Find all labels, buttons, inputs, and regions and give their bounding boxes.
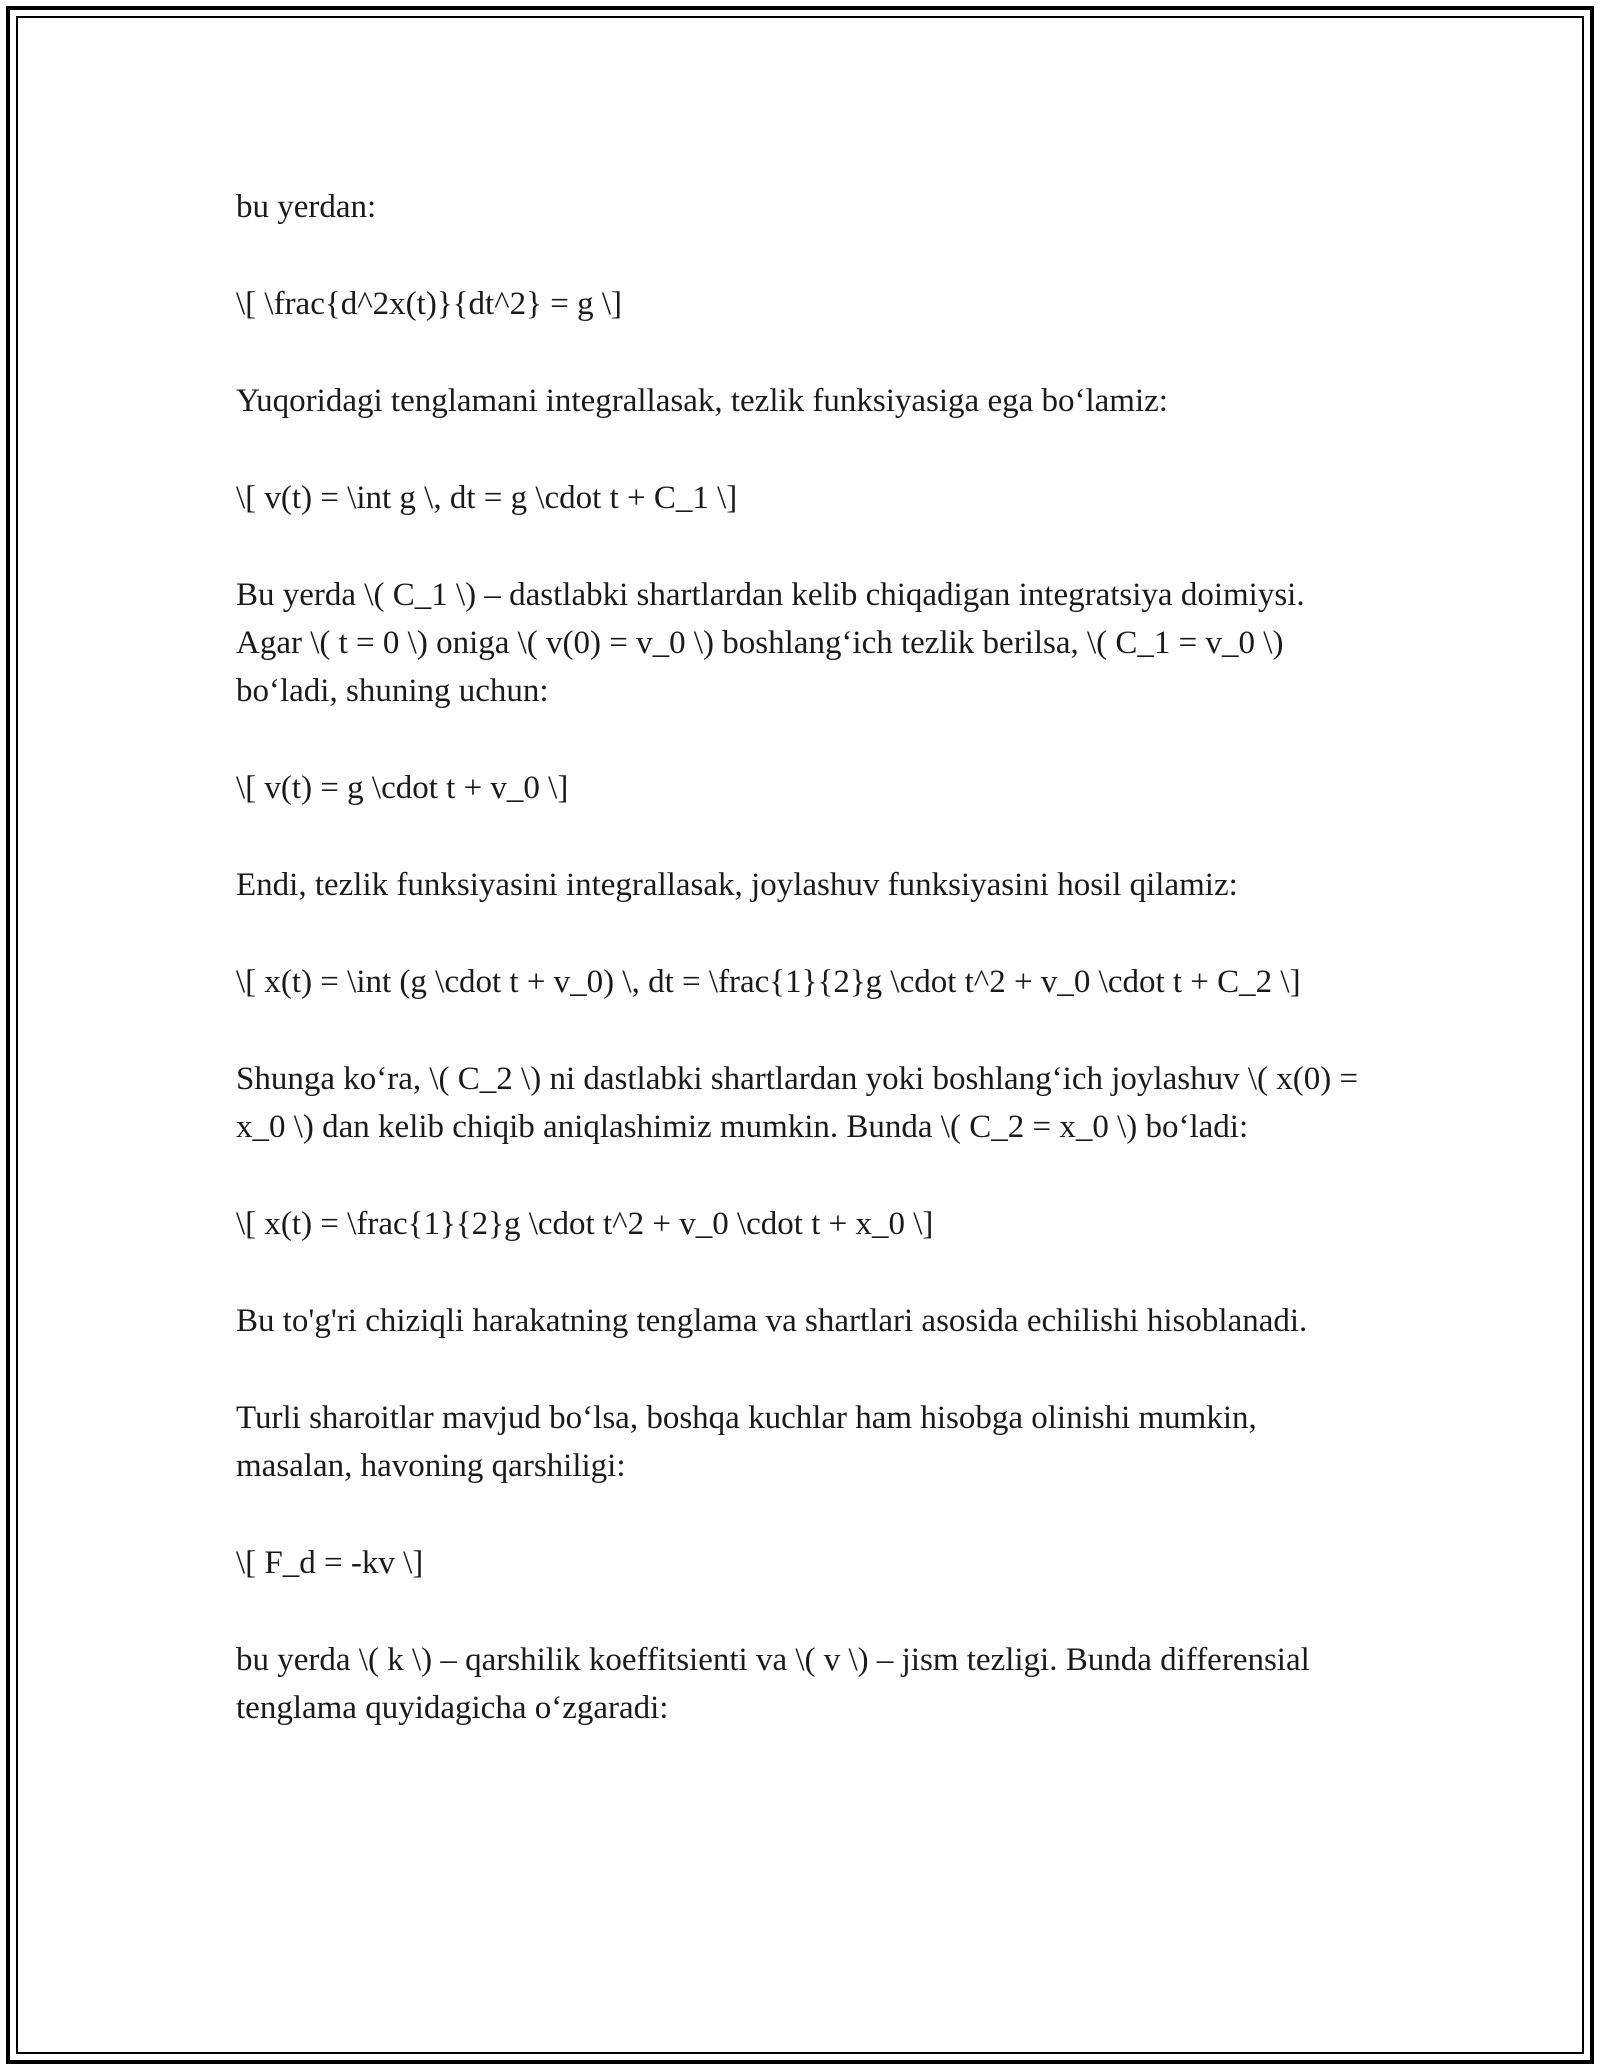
paragraph-constant-c1: Bu yerda \( C_1 \) – dastlabki shartlardan kelib chiqadigan integratsiya doimiysi. Agar \( t = 0 \) oniga \( v(0) = v_0 \) boshlang‘ich tezlik berilsa, \( C_1 = v_0 \) bo‘ladi, shuning uchun: <box>236 577 1305 709</box>
paragraph-air-resistance: Turli sharoitlar mavjud bo‘lsa, boshqa kuchlar ham hisobga olinishi mumkin, masalan, havoning qarshiligi: <box>236 1400 1257 1484</box>
equation-position: \[ x(t) = \frac{1}{2}g \cdot t^2 + v_0 \cdot t + x_0 \] <box>236 1206 934 1242</box>
equation-velocity-integral: \[ v(t) = \int g \, dt = g \cdot t + C_1 \] <box>236 480 738 516</box>
paragraph-integrate-position: Endi, tezlik funksiyasini integrallasak, joylashuv funksiyasini hosil qilamiz: <box>236 867 1238 903</box>
paragraph-constant-c2: Shunga ko‘ra, \( C_2 \) ni dastlabki shartlardan yoki boshlang‘ich joylashuv \( x(0) = x_0 \) dan kelib chiqib aniqlashimiz mumkin. Bunda \( C_2 = x_0 \) bo‘ladi: <box>236 1061 1359 1145</box>
document-body <box>236 183 1366 1781</box>
equation-velocity: \[ v(t) = g \cdot t + v_0 \] <box>236 770 569 806</box>
equation-drag-force: \[ F_d = -kv \] <box>236 1545 424 1581</box>
paragraph-solution-summary: Bu to'g'ri chiziqli harakatning tenglama va shartlari asosida echilishi hisoblanadi. <box>236 1303 1308 1339</box>
equation-position-integral: \[ x(t) = \int (g \cdot t + v_0) \, dt = \frac{1}{2}g \cdot t^2 + v_0 \cdot t + C_2 \] <box>236 964 1301 1000</box>
paragraph-drag-explanation: bu yerda \( k \) – qarshilik koeffitsienti va \( v \) – jism tezligi. Bunda differensial tenglama quyidagicha o‘zgaradi: <box>236 1642 1310 1726</box>
paragraph-integrate-velocity: Yuqoridagi tenglamani integrallasak, tezlik funksiyasiga ega bo‘lamiz: <box>236 383 1168 419</box>
equation-second-derivative: \[ \frac{d^2x(t)}{dt^2} = g \] <box>236 286 623 322</box>
paragraph-intro: bu yerdan: <box>236 189 377 225</box>
